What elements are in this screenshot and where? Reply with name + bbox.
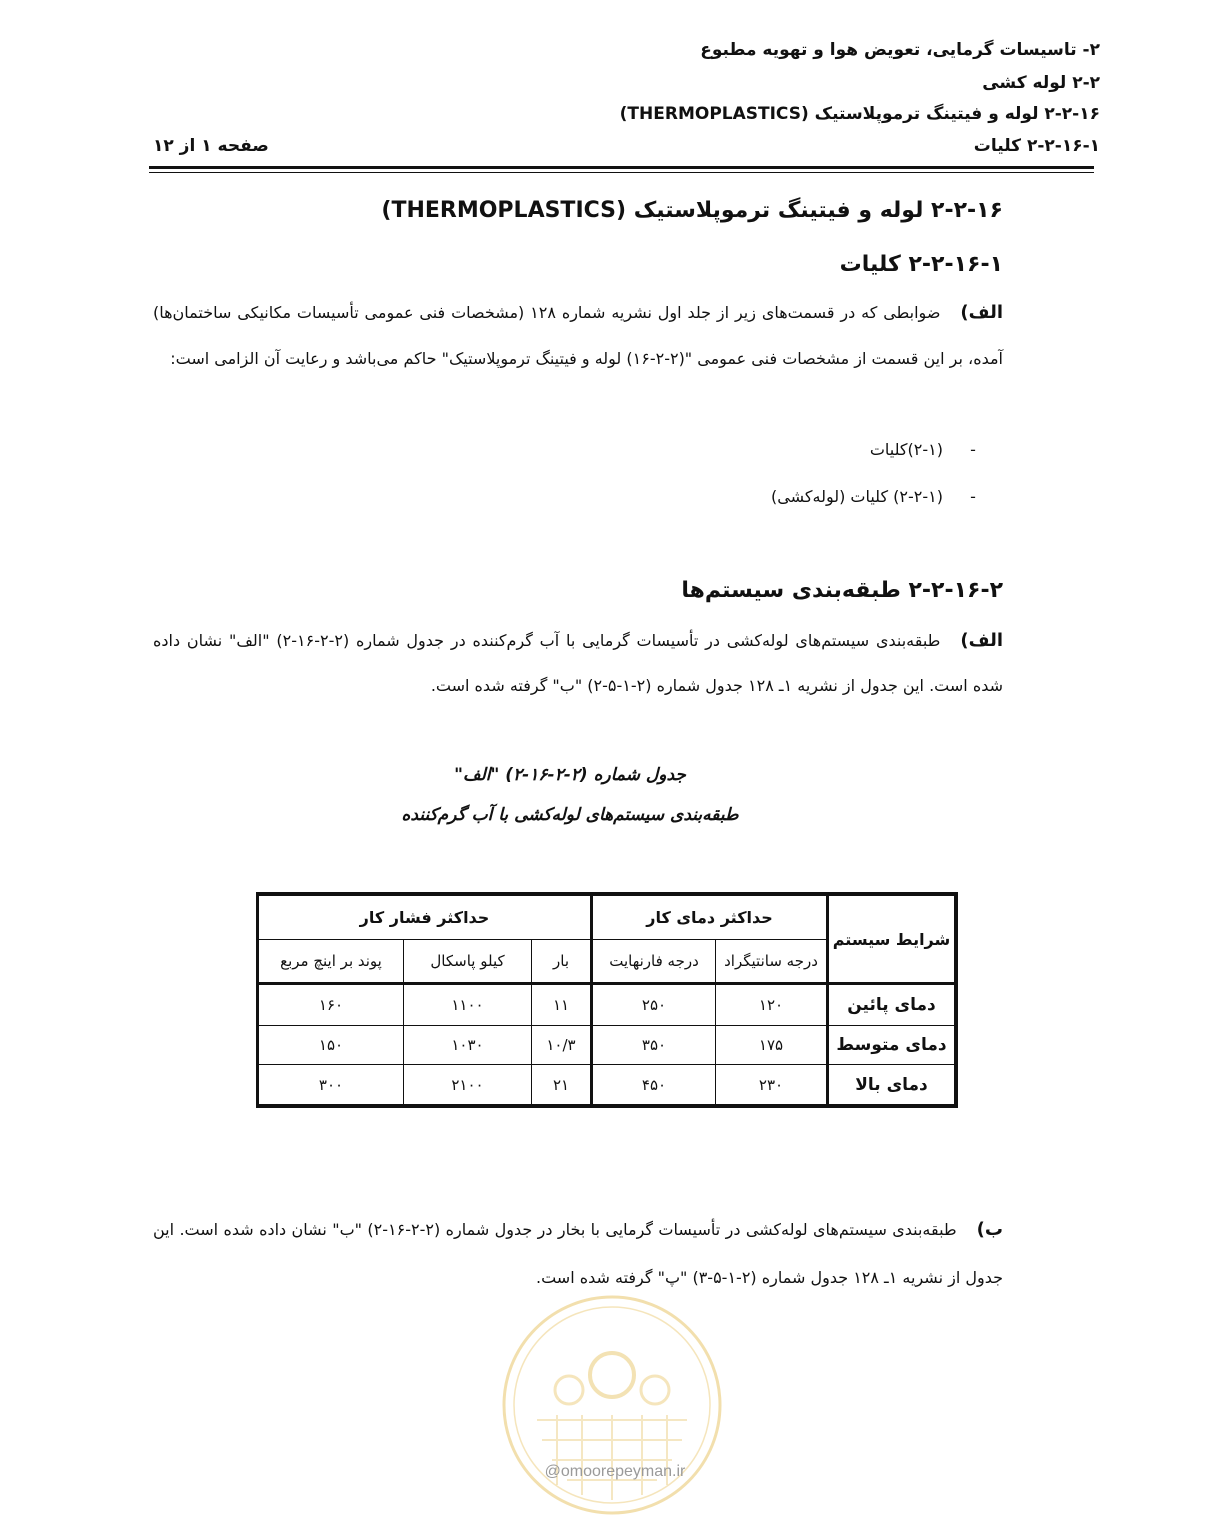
- paragraph-label: الف): [960, 302, 1004, 323]
- header-subsection: ۲-۲-۱۶ لوله و فیتینگ ترموپلاستیک (THERMOPLASTICS): [619, 104, 1100, 124]
- table-subheader-fahrenheit: درجه فارنهایت: [592, 940, 716, 984]
- table-cell-bar: ۱۱: [532, 984, 592, 1026]
- page-number: صفحه ۱ از ۱۲: [153, 136, 269, 156]
- paragraph-text: ضوابطی که در قسمت‌های زیر از جلد اول نشریه شماره ۱۲۸ (مشخصات فنی عمومی تأسیسات مکانیکی ساختمان‌ها) آمده، بر این قسمت از مشخصات فنی عمومی "(۲-۲-۱۶) لوله و فیتینگ ترموپلاستیک" حاکم می‌باشد و رعایت آن الزامی است:: [153, 303, 1003, 368]
- table-cell-celsius: ۱۷۵: [716, 1025, 828, 1065]
- table-header-system: شرایط سیستم: [828, 896, 955, 984]
- subsection-general-title: ۲-۲-۱۶-۱ کلیات: [839, 252, 1003, 277]
- section-title: ۲-۲-۱۶ لوله و فیتینگ ترموپلاستیک (THERMOPLASTICS): [381, 198, 1003, 223]
- paragraph-text: طبقه‌بندی سیستم‌های لوله‌کشی در تأسیسات گرمایی با آب گرم‌کننده در جدول شماره (۲-۲-۱۶-۲) "الف" نشان داده شده است. این جدول از نشریه ۱ـ ۱۲۸ جدول شماره (۲-۱-۵-۲) "ب" گرفته شده است.: [153, 631, 1003, 695]
- table-cell-psi: ۱۵۰: [258, 1025, 403, 1065]
- table-cell-celsius: ۲۳۰: [716, 1065, 828, 1105]
- table-cell-kpa: ۱۱۰۰: [404, 984, 532, 1026]
- subsection-classification-title: ۲-۲-۱۶-۲ طبقه‌بندی سیستم‌ها: [681, 578, 1003, 603]
- table-cell-bar: ۲۱: [532, 1065, 592, 1105]
- classification-table: [256, 892, 958, 1108]
- table-header-temperature: حداکثر دمای کار: [592, 896, 828, 940]
- table-cell-fahrenheit: ۲۵۰: [592, 984, 716, 1026]
- table-header-pressure: حداکثر فشار کار: [258, 896, 591, 940]
- table-row-label: دمای بالا: [828, 1065, 955, 1105]
- list-item: -(۲-۱)کلیات: [869, 440, 976, 459]
- table-row-label: دمای متوسط: [828, 1025, 955, 1065]
- table-row: [258, 1065, 954, 1105]
- header-topic: ۲-۲-۱۶-۱ کلیات: [973, 136, 1100, 156]
- list-item: -(۲-۲-۱) کلیات (لوله‌کشی): [771, 487, 976, 506]
- paragraph-label: الف): [960, 630, 1004, 651]
- table-subheader-bar: بار: [532, 940, 592, 984]
- header-divider-thin: [149, 172, 1094, 173]
- header-divider-thick: [149, 166, 1094, 169]
- table-cell-celsius: ۱۲۰: [716, 984, 828, 1026]
- table-subheader-psi: پوند بر اینچ مربع: [258, 940, 403, 984]
- table-row-label: دمای پائین: [828, 984, 955, 1026]
- table-row: [258, 1025, 954, 1065]
- table-cell-psi: ۱۶۰: [258, 984, 403, 1026]
- paragraph-hot-water: [153, 618, 1003, 708]
- table-subheader-celsius: درجه سانتیگراد: [716, 940, 828, 984]
- table-cell-kpa: ۱۰۳۰: [404, 1025, 532, 1065]
- table-cell-kpa: ۲۱۰۰: [404, 1065, 532, 1105]
- table-caption-title: طبقه‌بندی سیستم‌های لوله‌کشی با آب گرم‌کننده: [401, 805, 739, 825]
- paragraph-steam: [153, 1206, 1003, 1302]
- table-row: [258, 984, 954, 1026]
- watermark-logo-icon: [497, 1290, 727, 1520]
- table-cell-fahrenheit: ۴۵۰: [592, 1065, 716, 1105]
- table-subheader-kpa: کیلو پاسکال: [404, 940, 532, 984]
- paragraph-label: ب): [976, 1219, 1003, 1240]
- paragraph-text: طبقه‌بندی سیستم‌های لوله‌کشی در تأسیسات گرمایی با بخار در جدول شماره (۲-۲-۱۶-۲) "ب" نشان داده شده است. این جدول از نشریه ۱ـ ۱۲۸ جدول شماره (۲-۱-۵-۳) "پ" گرفته شده است.: [153, 1220, 1003, 1287]
- table-cell-fahrenheit: ۳۵۰: [592, 1025, 716, 1065]
- paragraph-general: [153, 290, 1003, 382]
- table-cell-bar: ۱۰/۳: [532, 1025, 592, 1065]
- header-section: ۲-۲ لوله کشی: [982, 73, 1100, 93]
- table-caption-number: جدول شماره (۲-۲-۱۶-۲) "الف": [454, 765, 686, 785]
- watermark-site-text: @omoorepeyman.ir: [544, 1463, 686, 1480]
- header-chapter: ۲- تاسیسات گرمایی، تعویض هوا و تهویه مطبوع: [700, 40, 1100, 60]
- table-cell-psi: ۳۰۰: [258, 1065, 403, 1105]
